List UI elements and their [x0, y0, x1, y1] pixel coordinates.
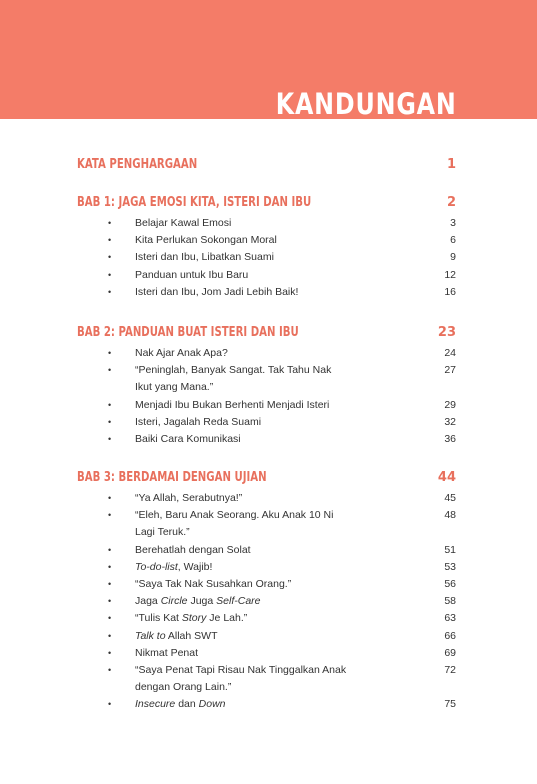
toc-entry-page: 9 [450, 251, 456, 264]
bullet-icon: • [108, 561, 112, 572]
page-title: KANDUNGAN [276, 87, 457, 121]
toc-entry-title: “Saya Penat Tapi Risau Nak Tinggalkan Anak [135, 664, 347, 676]
toc-entry-page: 45 [444, 492, 456, 504]
toc-entry-page: 51 [444, 543, 456, 556]
bullet-icon: • [108, 596, 112, 607]
toc-entry-page: 12 [444, 268, 456, 281]
toc-heading[interactable] [77, 195, 456, 213]
bullet-icon: • [108, 235, 112, 246]
toc-heading-title: BAB 3: BERDAMAI DENGAN UJIAN [77, 470, 267, 485]
bullet-icon: • [108, 699, 112, 710]
toc-entry-page: 32 [444, 415, 456, 428]
toc-entry-title: Panduan untuk Ibu Baru [135, 268, 249, 281]
bullet-icon: • [108, 365, 112, 376]
bullet-icon: • [108, 218, 112, 228]
toc-entry-title: Kita Perlukan Sokongan Moral [135, 234, 277, 247]
bullet-icon: • [108, 286, 112, 297]
toc-entry-title: Berehatlah dengan Solat [135, 543, 251, 556]
toc-entry-title: Insecure dan Down [135, 698, 226, 711]
toc-entry-title: “Saya Tak Nak Susahkan Orang.” [135, 578, 292, 590]
bullet-icon: • [108, 647, 112, 658]
toc-entry-title: Baiki Cara Komunikasi [135, 433, 241, 445]
toc-entry-title: Isteri dan Ibu, Jom Jadi Lebih Baik! [135, 285, 299, 298]
toc-entry-page: 56 [444, 578, 456, 590]
toc-heading[interactable] [77, 157, 456, 175]
toc-entry-page: 3 [450, 217, 456, 229]
toc-entry-page: 69 [444, 646, 456, 659]
toc-entry-title: Isteri, Jagalah Reda Suami [135, 415, 262, 428]
bullet-icon: • [108, 416, 112, 427]
toc-entry-page: 72 [444, 664, 456, 676]
toc-entry-page: 58 [444, 595, 456, 608]
bullet-icon: • [108, 579, 112, 589]
bullet-icon: • [108, 544, 112, 555]
toc-heading-page: 23 [437, 325, 456, 340]
bullet-icon: • [108, 348, 112, 358]
bullet-icon: • [108, 493, 112, 503]
toc-entry-title: Belajar Kawal Emosi [135, 217, 232, 229]
bullet-icon: • [108, 510, 112, 521]
toc-entry-title: Nak Ajar Anak Apa? [135, 347, 228, 359]
toc-entry-page: 6 [450, 234, 456, 247]
bullet-icon: • [108, 613, 112, 624]
toc-entry-page: 36 [444, 433, 456, 445]
toc-entry-title: Lagi Teruk.” [135, 526, 190, 539]
toc-entry-title: “Peninglah, Banyak Sangat. Tak Tahu Nak [135, 364, 332, 377]
toc-entry-title: Ikut yang Mana.” [135, 381, 214, 394]
toc-entry-title: Nikmat Penat [135, 646, 199, 659]
toc-entry-title: Menjadi Ibu Bukan Berhenti Menjadi Isteri [135, 398, 330, 411]
toc-entry-page: 16 [444, 285, 456, 298]
bullet-icon: • [108, 252, 112, 263]
toc-heading-title: KATA PENGHARGAAN [77, 157, 198, 172]
toc-entry-page: 63 [444, 612, 456, 625]
toc-entry-page: 48 [444, 509, 456, 522]
toc-heading-page: 2 [446, 195, 456, 210]
toc-entry-page: 66 [444, 629, 456, 642]
bullet-icon: • [108, 399, 112, 410]
toc-entry-title: dengan Orang Lain.” [135, 681, 232, 694]
toc-entry-title: Talk to Allah SWT [135, 629, 218, 642]
toc-entry-page: 53 [444, 560, 456, 573]
toc-entry-title: “Eleh, Baru Anak Seorang. Aku Anak 10 Ni [135, 509, 334, 522]
toc-entry-title: “Ya Allah, Serabutnya!” [135, 492, 243, 504]
toc-entry-title: Jaga Circle Juga Self-Care [135, 595, 261, 608]
bullet-icon: • [108, 269, 112, 280]
toc-heading-page: 44 [437, 470, 456, 485]
toc-entry-title: “Tulis Kat Story Je Lah.” [135, 612, 248, 625]
toc-heading[interactable] [77, 325, 456, 343]
toc-heading-page: 1 [446, 157, 456, 172]
toc-entry-title: To-do-list, Wajib! [135, 560, 213, 573]
toc-entry-page: 27 [444, 364, 456, 377]
bullet-icon: • [108, 630, 112, 641]
toc-heading-title: BAB 2: PANDUAN BUAT ISTERI DAN IBU [77, 325, 299, 340]
toc-entry-page: 29 [444, 398, 456, 411]
toc-entry-title: Isteri dan Ibu, Libatkan Suami [135, 251, 274, 264]
bullet-icon: • [108, 665, 112, 675]
toc-heading-title: BAB 1: JAGA EMOSI KITA, ISTERI DAN IBU [77, 195, 312, 210]
toc-entry-page: 24 [444, 347, 456, 359]
toc-entry-page: 75 [444, 698, 456, 711]
toc-heading[interactable] [77, 470, 456, 488]
bullet-icon: • [108, 434, 112, 444]
